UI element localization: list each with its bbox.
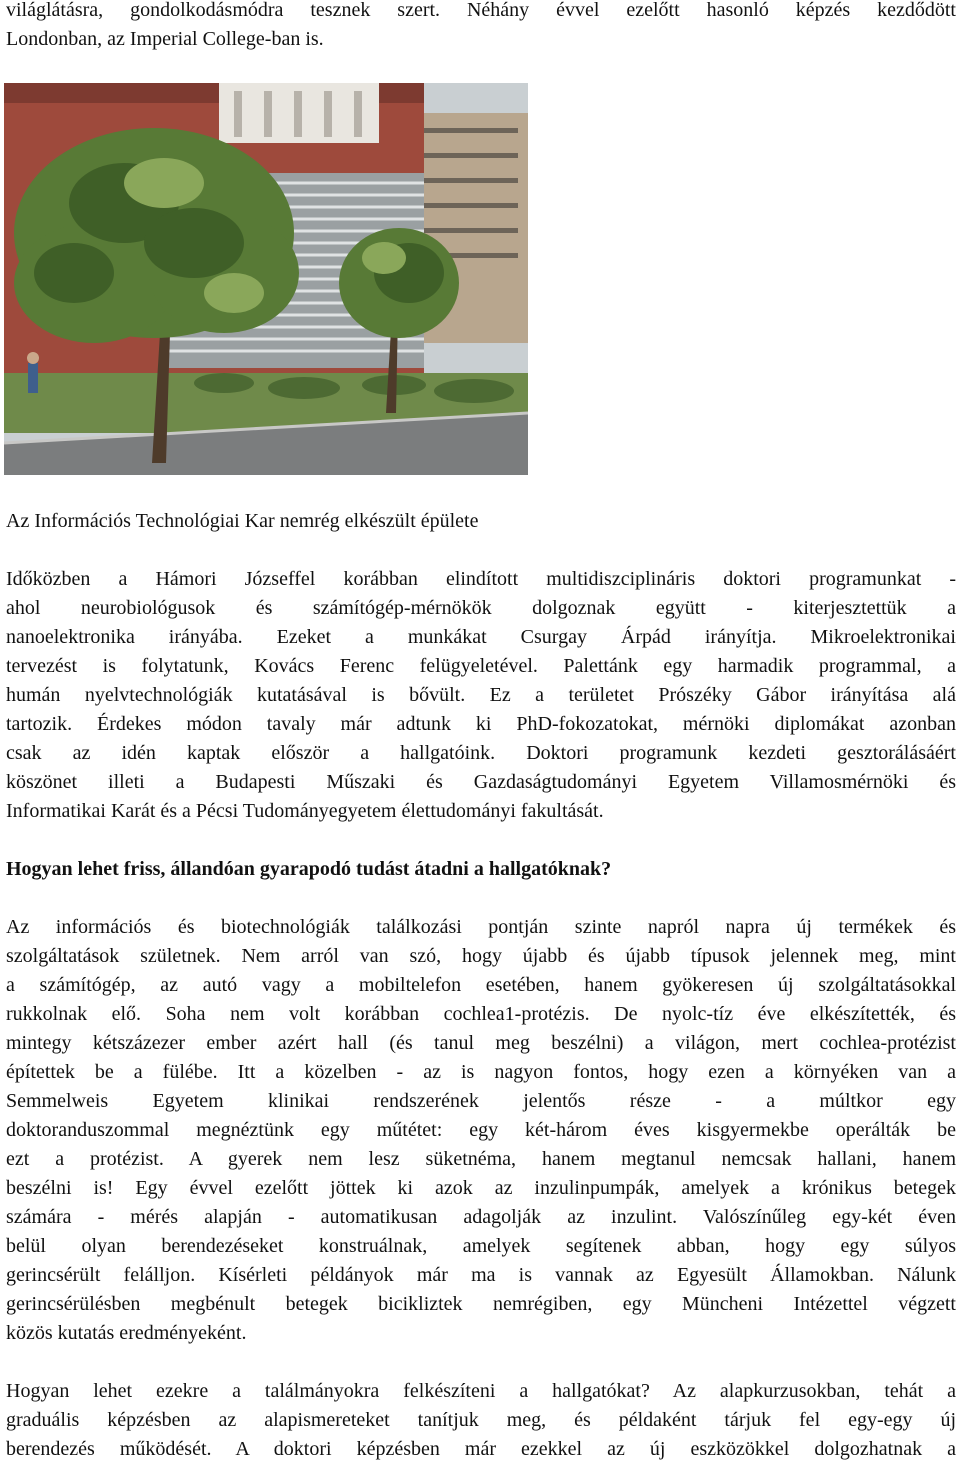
text-line: Semmelweis Egyetem klinikai rendszerének jelentős része - a múltkor egy bbox=[6, 1090, 956, 1112]
text-line: beszélni is! Egy évvel ezelőtt jöttek ki azok az inzulinpumpák, amelyek a krónikus betegek bbox=[6, 1177, 956, 1199]
text-line: tartozik. Érdekes módon tavaly már adtunk ki PhD-fokozatokat, mérnöki diplomákat azonban bbox=[6, 713, 956, 735]
text-line: számára - mérés alapján - automatikusan adagolják az inzulint. Valószínűleg egy-két éven bbox=[6, 1206, 956, 1228]
text-line: gerincsérülésben megbénult betegek bicikliztek nemrégiben, egy Müncheni Intézettel végzett bbox=[6, 1293, 956, 1315]
text-line: mintegy kétszázezer ember azért hall (és tanul meg beszélni) a világon, mert cochlea-protézist bbox=[6, 1032, 956, 1054]
text-line: humán nyelvtechnológiák kutatásával is bővült. Ez a területet Prószéky Gábor irányítása alá bbox=[6, 684, 956, 706]
text-line: gerincsérült felálljon. Kísérleti példányok már ma is vannak az Egyesült Államokban. Nálunk bbox=[6, 1264, 956, 1286]
text-line: Londonban, az Imperial College-ban is. bbox=[6, 28, 324, 50]
text-line: szolgáltatások születnek. Nem arról van szó, hogy újabb és újabb típusok jelennek meg, mint bbox=[6, 945, 956, 967]
text-line: világlátásra, gondolkodásmódra tesznek szert. Néhány évvel ezelőtt hasonló képzés kezdődött bbox=[6, 0, 956, 21]
photo-caption: Az Információs Technológiai Kar nemrég elkészült épülete bbox=[6, 510, 479, 532]
text-line: Hogyan lehet ezekre a találmányokra felkészíteni a hallgatókat? Az alapkurzusokban, tehát a bbox=[6, 1380, 956, 1402]
text-line: tervezést is folytatunk, Kovács Ferenc felügyeletével. Palettánk egy harmadik programmal, a bbox=[6, 655, 956, 677]
text-line: doktoranduszommal megnéztünk egy műtétet: egy két-három éves kisgyermekbe operálták be bbox=[6, 1119, 956, 1141]
text-line: Informatikai Karát és a Pécsi Tudományegyetem élettudományi fakultását. bbox=[6, 800, 604, 822]
section-question: Hogyan lehet friss, állandóan gyarapodó tudást átadni a hallgatóknak? bbox=[6, 858, 612, 880]
text-line: belül olyan berendezéseket konstruálnak, amelyek segítenek abban, hogy egy súlyos bbox=[6, 1235, 956, 1257]
text-line: ezt a protézist. A gyerek nem lesz süketnéma, hanem megtanul nemcsak hallani, hanem bbox=[6, 1148, 956, 1170]
text-line: Az információs és biotechnológiák találkozási pontján szinte napról napra új termékek és bbox=[6, 916, 956, 938]
building-photo bbox=[4, 83, 528, 475]
text-line: csak az idén kaptak először a hallgatóink. Doktori programunk kezdeti gesztorálásáért bbox=[6, 742, 956, 764]
text-line: a számítógép, az autó vagy a mobiltelefon esetében, hanem gyökeresen új szolgáltatásokkal bbox=[6, 974, 956, 996]
text-line: ahol neurobiológusok és számítógép-mérnökök dolgoznak együtt - kiterjesztettük a bbox=[6, 597, 956, 619]
text-line: köszönet illeti a Budapesti Műszaki és Gazdaságtudományi Egyetem Villamosmérnöki és bbox=[6, 771, 956, 793]
text-line: rukkolnak elő. Soha nem volt korábban cochlea1-protézis. De nyolc-tíz éve elkészítették, és bbox=[6, 1003, 956, 1025]
text-line: közös kutatás eredményeként. bbox=[6, 1322, 247, 1344]
text-line: nanoelektronika irányába. Ezeket a munkákat Csurgay Árpád irányítja. Mikroelektronikai bbox=[6, 626, 956, 648]
text-line: berendezés működését. A doktori képzésben már ezekkel az új eszközökkel dolgozhatnak a bbox=[6, 1438, 956, 1460]
text-line: építettek be a fülébe. Itt a közelben - az is nagyon fontos, hogy ezen a környéken van a bbox=[6, 1061, 956, 1083]
text-line: Időközben a Hámori Józseffel korábban elindított multidiszciplináris doktori programunkat - bbox=[6, 568, 956, 590]
text-line: graduális képzésben az alapismereteket tanítjuk meg, és példaként tárjuk fel egy-egy új bbox=[6, 1409, 956, 1431]
